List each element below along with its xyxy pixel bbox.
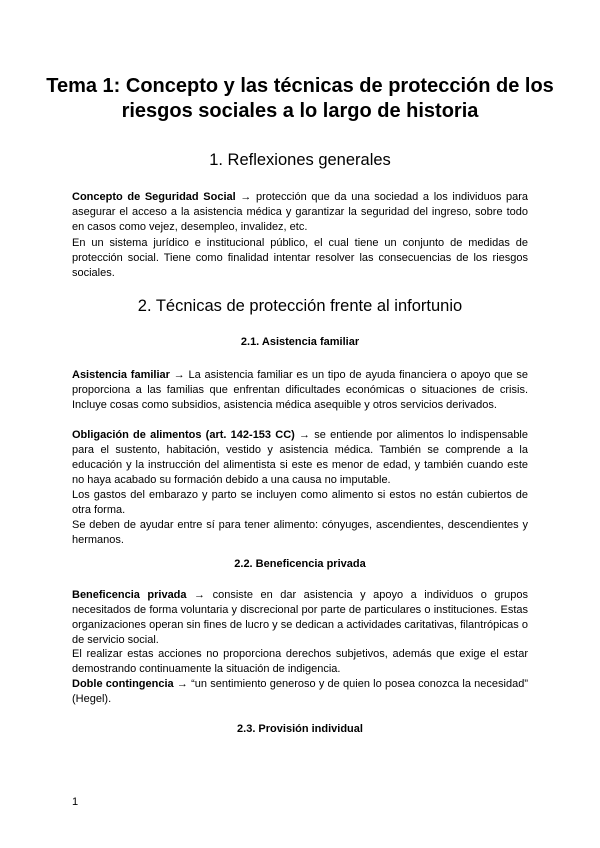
paragraph-text: → “un sentimiento generoso y de quien lo posea conozca la necesidad” (Hegel). xyxy=(72,678,528,706)
term-asistencia-familiar: Asistencia familiar xyxy=(72,369,170,381)
term-concepto-seguridad-social: Concepto de Seguridad Social xyxy=(72,191,236,203)
paragraph-text: → La asistencia familiar es un tipo de ayuda financiera o apoyo que se proporciona a las familias que enfrentan dificultades económicas o situaciones de crisis. Incluye cosas como subsidios, asistencia médica asequible y otros servicios derivados. xyxy=(72,369,528,412)
subsection-heading-asistencia-familiar: 2.1. Asistencia familiar xyxy=(240,336,360,348)
subsection-heading-provision-individual: 2.3. Provisión individual xyxy=(237,723,363,735)
term-beneficencia-privada: Beneficencia privada xyxy=(72,589,187,601)
paragraph-derechos-subjetivos: El realizar estas acciones no proporciona derechos subjetivos, además que exige el estar demostrando continuamente la situación de indigencia. xyxy=(72,648,528,676)
subsection-heading-beneficencia-privada: 2.2. Beneficencia privada xyxy=(234,558,366,570)
term-obligacion-alimentos: Obligación de alimentos (art. 142-153 CC) xyxy=(72,429,295,441)
paragraph-beneficencia-privada xyxy=(72,588,528,648)
paragraph-concepto-seguridad-social xyxy=(72,190,528,235)
page-number: 1 xyxy=(72,796,79,808)
paragraph-gastos-embarazo: Los gastos del embarazo y parto se incluyen como alimento si estos no están cubiertos de otra forma. xyxy=(72,489,528,517)
paragraph-ayudar-entre-si: Se deben de ayudar entre sí para tener alimento: cónyuges, ascendientes, descendientes y hermanos. xyxy=(72,519,528,547)
paragraph-doble-contingencia xyxy=(72,677,528,707)
term-doble-contingencia: Doble contingencia xyxy=(72,678,174,690)
paragraph-sistema-juridico: En un sistema jurídico e institucional público, el cual tiene un conjunto de medidas de protección social. Tiene como finalidad intentar resolver las consecuencias de los riesgos sociales. xyxy=(72,237,528,280)
section-heading-tecnicas: 2. Técnicas de protección frente al infortunio xyxy=(137,297,463,315)
section-heading-reflexiones: 1. Reflexiones generales xyxy=(209,151,391,169)
paragraph-text: → se entiende por alimentos lo indispensable para el sustento, habitación, vestido y asistencia médica. También se comprende a la educación y la instrucción del alimentista si este es menor de edad, y también cuando este no haya acabado su formación debido a una causa no imputable. xyxy=(72,429,528,487)
paragraph-asistencia-familiar xyxy=(72,368,528,413)
document-title: Tema 1: Concepto y las técnicas de protección de los riesgos sociales a lo largo de historia xyxy=(46,75,554,122)
paragraph-text: → consiste en dar asistencia y apoyo a individuos o grupos necesitados de forma voluntaria y discrecional por parte de particulares o instituciones. Estas organizaciones operan sin fines de lucro y se dedican a actividades caritativas, filantrópicas o de servicio social. xyxy=(72,589,528,647)
paragraph-obligacion-alimentos xyxy=(72,428,528,488)
paragraph-text: → protección que da una sociedad a los individuos para asegurar el acceso a la asistencia médica y garantizar la seguridad del ingreso, sobre todo en casos como vejez, desempleo, invalidez, etc. xyxy=(72,191,528,234)
